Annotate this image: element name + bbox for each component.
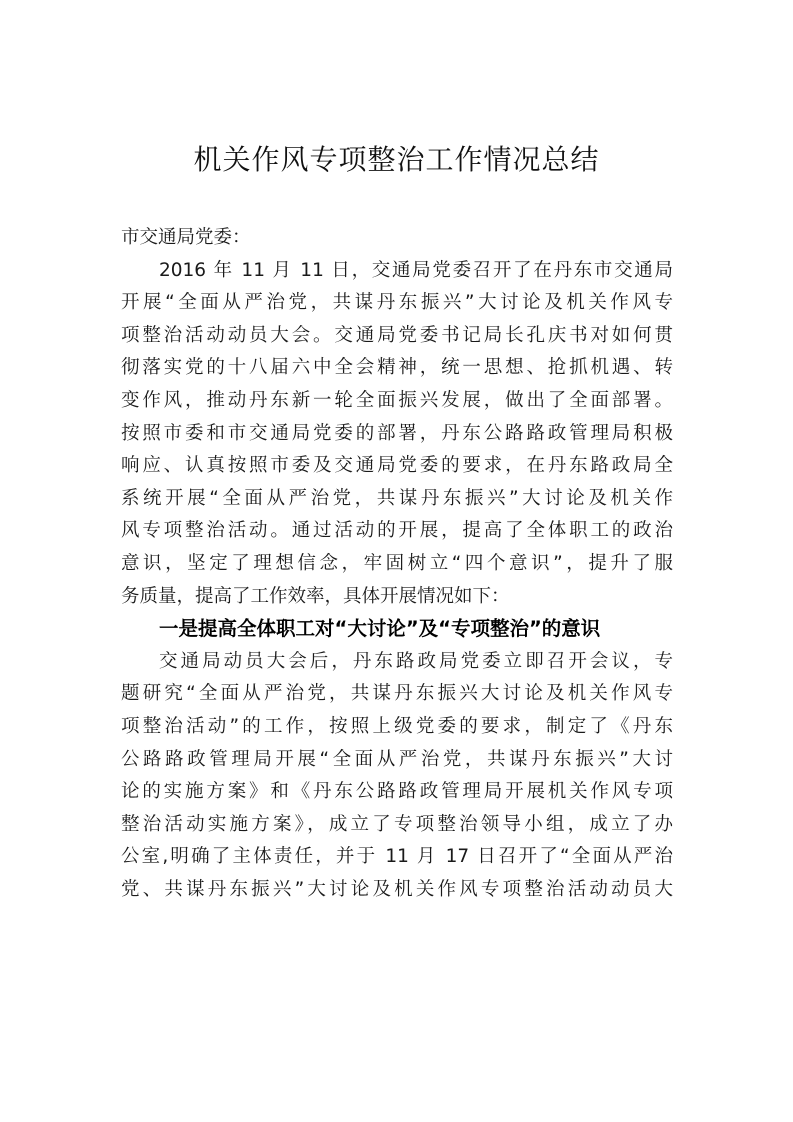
text-line: 彻落实党的十八届六中全会精神，统一思想、抢抓机遇、转 (121, 357, 673, 379)
text-line: 意识，坚定了理想信念，牢固树立“四个意识”，提升了服 (121, 552, 673, 574)
text-line: 公路路政管理局开展“全面从严治党，共谋丹东振兴”大讨 (121, 748, 673, 770)
text-line: 开展“全面从严治党，共谋丹东振兴”大讨论及机关作风专 (121, 292, 673, 314)
text-line: 2016 年 11 月 11 日，交通局党委召开了在丹东市交通局 (159, 259, 673, 281)
text-line: 项整治活动动员大会。交通局党委书记局长孔庆书对如何贯 (121, 324, 673, 346)
text-line: 项整治活动”的工作，按照上级党委的要求，制定了《丹东 (121, 715, 673, 737)
text-line: 按照市委和市交通局党委的部署，丹东公路路政管理局积极 (121, 422, 673, 444)
text-line: 风专项整治活动。通过活动的开展，提高了全体职工的政治 (121, 520, 673, 542)
paragraph-2 (121, 646, 673, 907)
text-line: 变作风，推动丹东新一轮全面振兴发展，做出了全面部署。 (121, 389, 673, 411)
text-line: 论的实施方案》和《丹东公路路政管理局开展机关作风专项 (121, 781, 673, 803)
text-line: 交通局动员大会后，丹东路政局党委立即召开会议，专 (159, 650, 673, 672)
section-heading: 一是提高全体职工对“大讨论”及“专项整治”的意识 (159, 617, 601, 641)
salutation: 市交通局党委： (121, 227, 251, 248)
text-line: 党、共谋丹东振兴”大讨论及机关作风专项整治活动动员大 (121, 878, 673, 900)
text-line: 务质量，提高了工作效率，具体开展情况如下： (121, 585, 510, 607)
text-line: 题研究“全面从严治党，共谋丹东振兴大讨论及机关作风专 (121, 683, 673, 705)
document-title: 机关作风专项整治工作情况总结 (193, 143, 600, 176)
paragraph-1 (121, 255, 673, 614)
text-line: 整治活动实施方案》，成立了专项整治领导小组，成立了办 (121, 813, 673, 835)
text-line: 响应、认真按照市委及交通局党委的要求，在丹东路政局全 (121, 455, 673, 477)
document-body (121, 222, 673, 906)
text-line: 公室,明确了主体责任，并于 11 月 17 日召开了“全面从严治 (121, 846, 673, 868)
text-line: 系统开展“全面从严治党，共谋丹东振兴”大讨论及机关作 (121, 487, 673, 509)
